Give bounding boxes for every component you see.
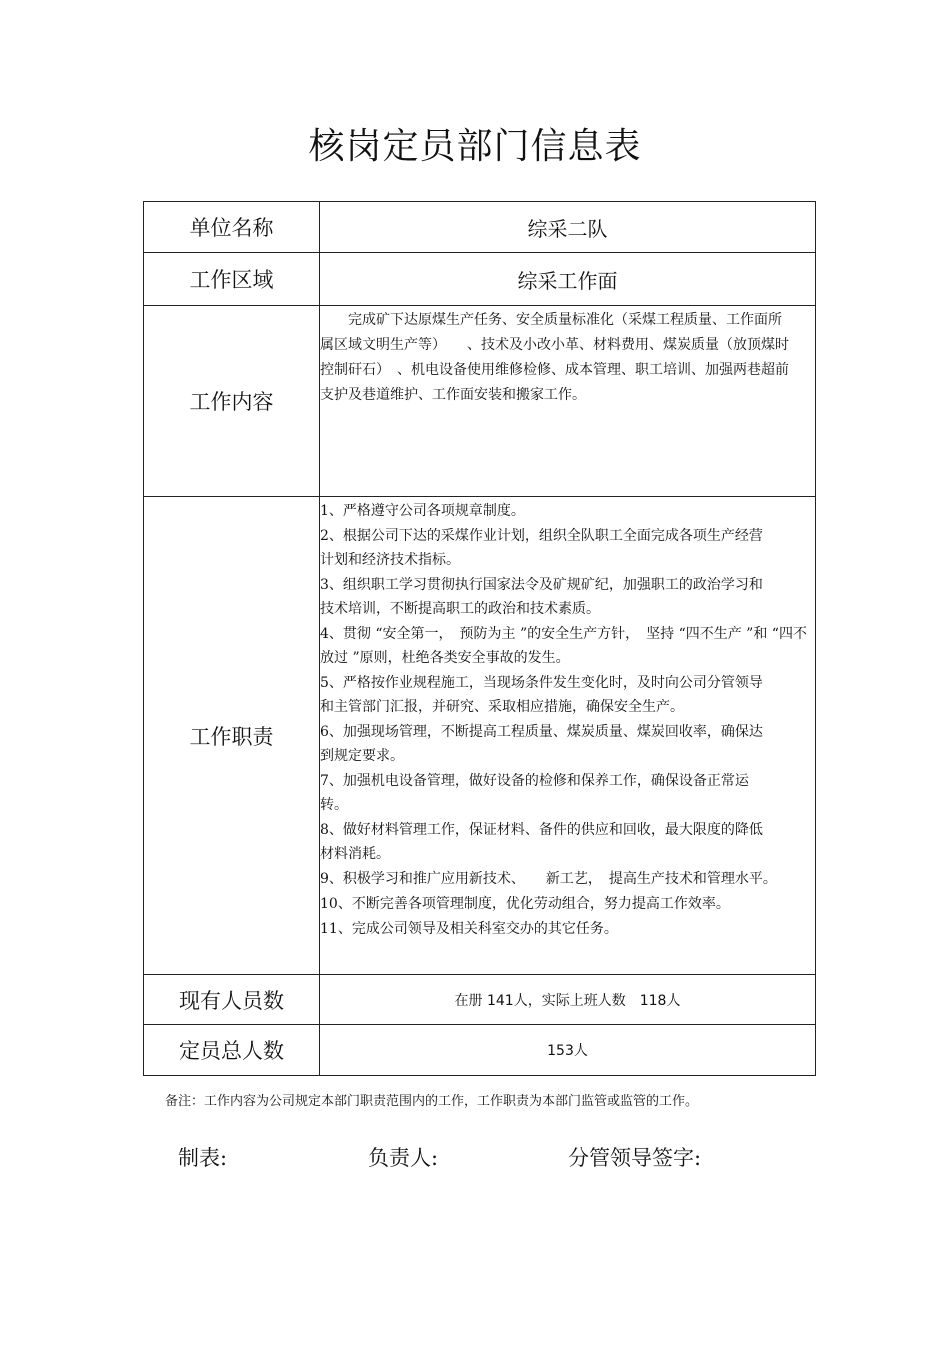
quota-staff-value: 153人 (320, 1025, 816, 1076)
duty-item: 8、做好材料管理工作，保证材料、备件的供应和回收，最大限度的降低材料消耗。 (320, 822, 763, 862)
row-unit-name (144, 202, 816, 253)
current-staff-label: 现有人员数 (144, 975, 320, 1025)
duty-item: 3、组织职工学习贯彻执行国家法令及矿规矿纪，加强职工的政治学习和技术培训，不断提高职工的政治和技术素质。 (320, 577, 763, 617)
duty-item: 5、严格按作业规程施工，当现场条件发生变化时，及时向公司分管领导和主管部门汇报，并研究、采取相应措施，确保安全生产。 (320, 675, 763, 715)
leader-signature-label: 分管领导签字: (568, 1146, 702, 1170)
work-area-label: 工作区域 (144, 253, 320, 306)
row-current-staff (144, 975, 816, 1025)
row-duties (144, 497, 816, 975)
duty-item: 1、严格遵守公司各项规章制度。 (320, 503, 525, 519)
duty-item: 11、完成公司领导及相关科室交办的其它任务。 (320, 921, 618, 937)
duty-item: 4、贯彻 “安全第一， 预防为主 ”的安全生产方针， 坚持 “四不生产 ”和 “四不放过 ”原则，杜绝各类安全事故的发生。 (320, 626, 807, 666)
document-title: 核岗定员部门信息表 (308, 126, 642, 167)
duties-cell (320, 497, 816, 975)
row-work-area (144, 253, 816, 306)
work-content-label: 工作内容 (144, 306, 320, 497)
responsible-signature-label: 负责人: (368, 1146, 439, 1170)
current-staff-value: 在册 141人，实际上班人数 118人 (320, 975, 816, 1025)
row-work-content (144, 306, 816, 497)
footnote: 备注：工作内容为公司规定本部门职责范围内的工作，工作职责为本部门监管或监管的工作。 (165, 1094, 699, 1109)
work-content-cell (320, 306, 816, 497)
duties-label: 工作职责 (144, 497, 320, 975)
unit-name-label: 单位名称 (144, 202, 320, 253)
duty-item: 9、积极学习和推广应用新技术、 新工艺， 提高生产技术和管理水平。 (320, 871, 777, 887)
duty-item: 7、加强机电设备管理，做好设备的检修和保养工作，确保设备正常运转。 (320, 773, 749, 813)
work-area-value: 综采工作面 (320, 253, 816, 306)
work-content-text: 完成矿下达原煤生产任务、安全质量标准化（采煤工程质量、工作面所属区域文明生产等） 、技术及小改小革、材料费用、煤炭质量（放顶煤时控制矸石） 、机电设备使用维修检修、成本管理、职工培训、加强两巷超前支护及巷道维护、工作面安装和搬家工作。 (320, 312, 789, 403)
duty-item: 6、加强现场管理，不断提高工程质量、煤炭质量、煤炭回收率，确保达到规定要求。 (320, 724, 763, 764)
quota-staff-label: 定员总人数 (144, 1025, 320, 1076)
maker-signature-label: 制表: (178, 1146, 228, 1170)
row-quota-staff (144, 1025, 816, 1076)
department-info-table (143, 201, 816, 1076)
duty-item: 10、不断完善各项管理制度，优化劳动组合，努力提高工作效率。 (320, 896, 730, 912)
duty-item: 2、根据公司下达的采煤作业计划，组织全队职工全面完成各项生产经营计划和经济技术指标。 (320, 528, 763, 568)
unit-name-value: 综采二队 (320, 202, 816, 253)
